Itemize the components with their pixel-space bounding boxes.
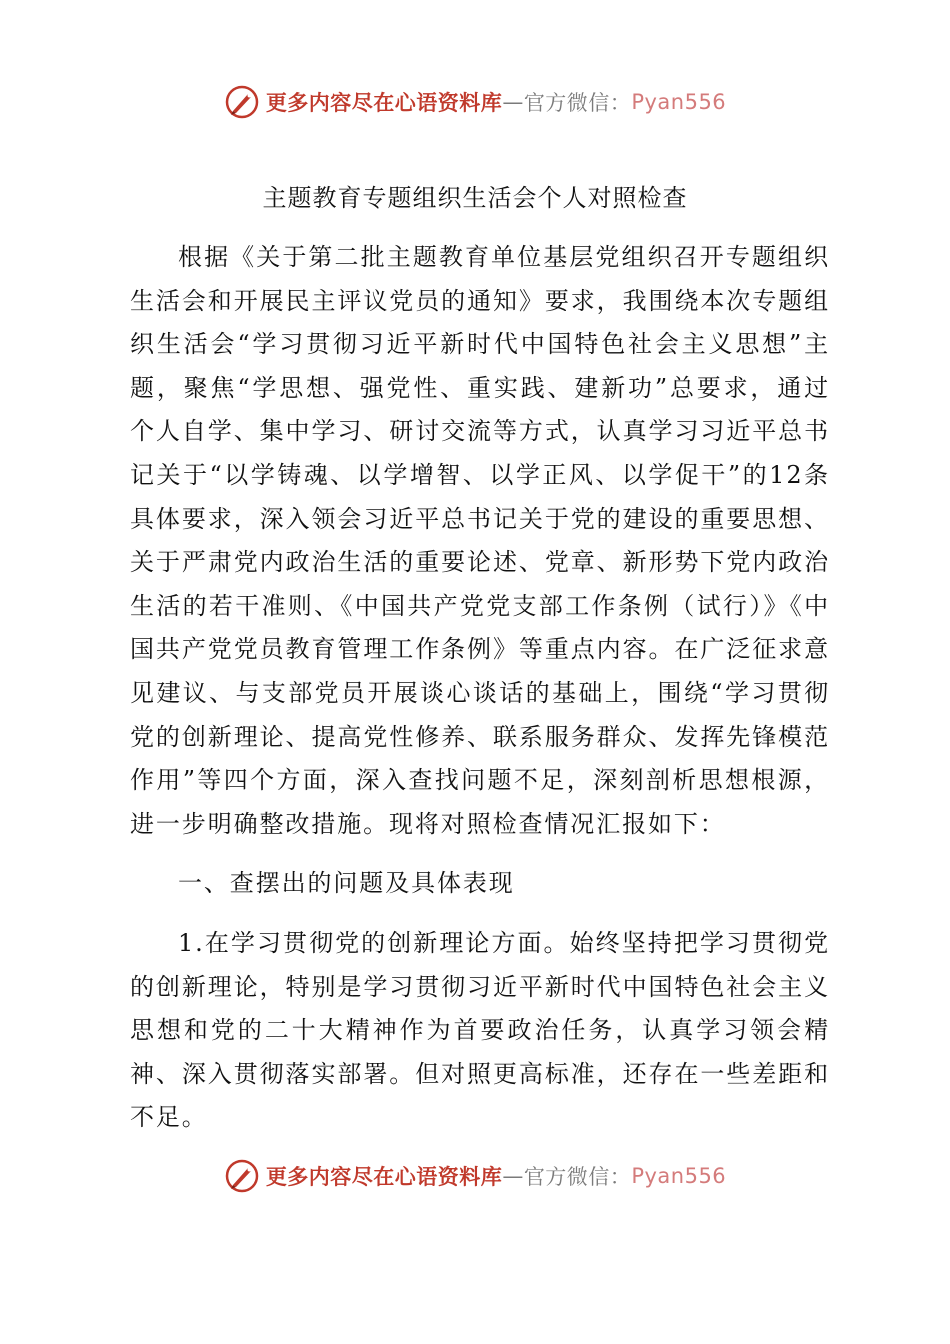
watermark-brand: 更多内容尽在心语资料库 [265, 91, 503, 115]
watermark-brand: 更多内容尽在心语资料库 [265, 1165, 503, 1189]
item-paragraph-1: 1.在学习贯彻党的创新理论方面。始终坚持把学习贯彻党的创新理论，特别是学习贯彻习近平新时代中国特色社会主义思想和党的二十大精神作为首要政治任务，认真学习领会精神、深入贯彻落实部署。但对照更高标准，还存在一些差距和不足。 [130, 928, 830, 1132]
watermark-label: 官方微信： [523, 1165, 632, 1189]
watermark-account: Pyan556 [631, 90, 727, 114]
watermark-separator: — [502, 1164, 524, 1188]
intro-paragraph: 根据《关于第二批主题教育单位基层党组织召开专题组织生活会和开展民主评议党员的通知》要求，我围绕本次专题组织生活会“学习贯彻习近平新时代中国特色社会主义思想”主题，聚焦“学思想、强党性、重实践、建新功”总要求，通过个人自学、集中学习、研讨交流等方式，认真学习习近平总书记关于“以学铸魂、以学增智、以学正风、以学促干”的12条具体要求，深入领会习近平总书记关于党的建设的重要思想、关于严肃党内政治生活的重要论述、党章、新形势下党内政治生活的若干准则、《中国共产党党支部工作条例（试行）》《中国共产党党员教育管理工作条例》等重点内容。在广泛征求意见建议、与支部党员开展谈心谈话的基础上，围绕“学习贯彻党的创新理论、提高党性修养、联系服务群众、发挥先锋模范作用”等四个方面，深入查找问题不足，深刻剖析思想根源，进一步明确整改措施。现将对照检查情况汇报如下： [130, 243, 830, 838]
watermark-account: Pyan556 [631, 1164, 727, 1188]
watermark-label: 官方微信： [523, 91, 632, 115]
document-title: 主题教育专题组织生活会个人对照检查 [262, 184, 688, 212]
pen-logo-icon [224, 84, 260, 120]
pen-logo-icon [224, 1158, 260, 1194]
watermark-header [0, 84, 950, 120]
document-body [130, 236, 830, 1140]
watermark-footer [0, 1158, 950, 1194]
section-heading: 一、查摆出的问题及具体表现 [178, 869, 515, 898]
watermark-separator: — [502, 90, 524, 114]
